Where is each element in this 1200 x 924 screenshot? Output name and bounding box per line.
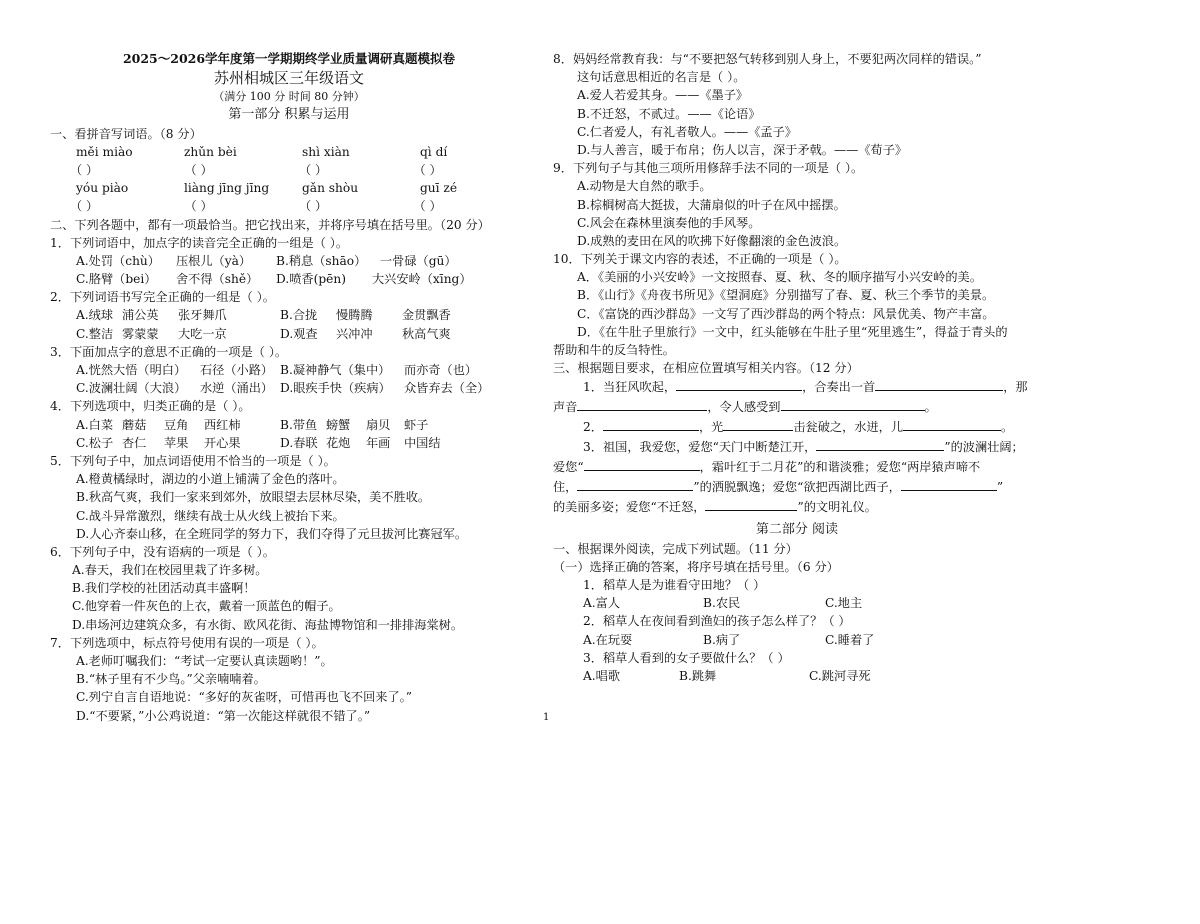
question-5: 5．下列句子中，加点词语使用不恰当的一项是（ ）。 bbox=[50, 453, 336, 468]
pinyin-row-2 bbox=[50, 179, 528, 197]
fill-line-2 bbox=[553, 397, 1041, 417]
option-a: A．《美丽的小兴安岭》一文按照春、夏、秋、冬的顺序描写小兴安岭的美。 bbox=[577, 270, 982, 285]
option-row bbox=[50, 252, 528, 270]
option-text: A.恍然大悟（明白） bbox=[76, 363, 187, 377]
question-8-stem: 这句话意思相近的名言是（ ）。 bbox=[577, 70, 746, 85]
option-text: 苹果 bbox=[164, 435, 189, 450]
fill-text: ”的洒脱飘逸；爱您“欲把西湖比西子， bbox=[693, 480, 901, 495]
fill-blank[interactable] bbox=[816, 437, 944, 451]
exam-note: （满分 100 分 时间 80 分钟） bbox=[213, 90, 365, 104]
option-text: 中国结 bbox=[404, 435, 441, 450]
section1-heading: 一、看拼音写词语。（8 分） bbox=[50, 126, 202, 141]
option-text: D.喷香(pēn) bbox=[276, 272, 346, 287]
option-text: 而亦奇（也） bbox=[404, 363, 478, 377]
reading-heading: 一、根据课外阅读，完成下列试题。（11 分） bbox=[553, 541, 798, 556]
part1-title: 第一部分 积累与运用 bbox=[228, 107, 350, 123]
pinyin: gǎn shòu bbox=[302, 181, 359, 196]
fill-line-1 bbox=[553, 377, 1041, 397]
option-text: C.整洁 bbox=[76, 326, 114, 341]
option-text: D.观查 bbox=[280, 326, 318, 341]
option-text: C.地主 bbox=[825, 596, 863, 611]
fill-blank[interactable] bbox=[875, 377, 1003, 391]
fill-text: 3．祖国，我爱您，爱您“天门中断楚江开， bbox=[583, 440, 817, 455]
option-c: C．《富饶的西沙群岛》一文写了西沙群岛的两个特点：风景优美、物产丰富。 bbox=[577, 306, 995, 321]
fill-blank[interactable] bbox=[577, 397, 707, 411]
option-text: A.在玩耍 bbox=[583, 632, 633, 647]
option-text: 兴冲冲 bbox=[336, 326, 373, 341]
option-a: A.橙黄橘绿时，湖边的小道上铺满了金色的落叶。 bbox=[76, 472, 345, 487]
answer-blank[interactable]: （ ） bbox=[413, 162, 442, 177]
fill-text: ，光 bbox=[698, 420, 724, 435]
option-text: 开心果 bbox=[204, 435, 241, 450]
reading-question-3: 3．稻草人看到的女子要做什么？（ ） bbox=[583, 650, 790, 665]
fill-blank[interactable] bbox=[903, 417, 1001, 431]
left-column bbox=[50, 50, 528, 725]
option-d: D.成熟的麦田在风的吹拂下好像翻滚的金色波浪。 bbox=[577, 233, 847, 248]
answer-blank[interactable]: （ ） bbox=[413, 199, 442, 214]
option-b: B.不迁怒，不贰过。——《论语》 bbox=[577, 106, 761, 121]
pinyin: měi miào bbox=[76, 144, 133, 159]
question-10: 10．下列关于课文内容的表述，不正确的一项是（ ）。 bbox=[553, 252, 847, 267]
fill-blank[interactable] bbox=[603, 417, 699, 431]
answer-blank[interactable]: （ ） bbox=[70, 162, 99, 177]
option-text: 秋高气爽 bbox=[402, 326, 451, 341]
option-text: B.稍息（shāo） bbox=[276, 253, 367, 268]
option-row bbox=[553, 594, 1041, 612]
fill-text: 。 bbox=[1001, 420, 1014, 435]
fill-blank[interactable] bbox=[723, 417, 793, 431]
option-text: 众皆弃去（全） bbox=[404, 381, 490, 396]
option-d: D.“不要紧，”小公鸡说道：“第一次能这样就很不错了。” bbox=[76, 708, 371, 723]
option-text: B.凝神静气（集中） bbox=[280, 363, 391, 377]
section2-heading: 二、下列各题中，都有一项最恰当。把它找出来，并将序号填在括号里。（20 分） bbox=[50, 217, 490, 232]
fill-text: ，合奏出一首 bbox=[802, 380, 876, 395]
question-6: 6．下列句子中，没有语病的一项是（ ）。 bbox=[50, 544, 275, 559]
question-1: 1．下列词语中，加点字的读音完全正确的一组是（ ）。 bbox=[50, 235, 349, 250]
reading-question-2: 2．稻草人在夜间看到渔妇的孩子怎么样了？（ ） bbox=[583, 614, 851, 629]
fill-blank[interactable] bbox=[781, 397, 925, 411]
fill-text: ” bbox=[996, 480, 1004, 495]
option-text: 杏仁 bbox=[122, 435, 147, 450]
option-text: C.松子 bbox=[76, 435, 114, 450]
exam-subtitle: 苏州相城区三年级语文 bbox=[213, 69, 364, 88]
option-text: 豆角 bbox=[164, 417, 189, 432]
option-c: C.列宁自言自语地说：“多好的灰雀呀，可惜再也飞不回来了。” bbox=[76, 690, 413, 705]
option-text: 压根儿（yà） bbox=[176, 253, 252, 268]
fill-blank[interactable] bbox=[584, 457, 700, 471]
option-text: 张牙舞爪 bbox=[178, 308, 227, 323]
fill-text: 击瓮破之，水迸，儿 bbox=[793, 420, 904, 435]
option-row bbox=[50, 361, 528, 379]
question-2: 2．下列词语书写完全正确的一组是（ ）。 bbox=[50, 290, 275, 305]
option-text: A.富人 bbox=[583, 596, 621, 611]
answer-blanks-2 bbox=[50, 197, 528, 215]
option-d: D.串场河边建筑众多，有水街、欧风花街、海盐博物馆和一排排海棠树。 bbox=[72, 617, 464, 632]
option-text: 大吃一京 bbox=[178, 326, 227, 341]
fill-line-3 bbox=[553, 417, 1041, 437]
option-b: B.“林子里有不少鸟。”父亲喃喃着。 bbox=[76, 672, 266, 687]
option-text: 一骨碌（gū） bbox=[380, 253, 457, 268]
option-text: 慢腾腾 bbox=[336, 308, 373, 323]
option-text: A.唱歌 bbox=[583, 668, 621, 683]
option-text: 扇贝 bbox=[366, 417, 391, 432]
pinyin: guī zé bbox=[420, 181, 458, 196]
option-d: D．《在牛肚子里旅行》一文中，红头能够在牛肚子里“死里逃生”，得益于青头的 bbox=[577, 324, 1008, 339]
fill-text: 的美丽多姿；爱您“不迁怒， bbox=[553, 500, 706, 515]
pinyin: qì dí bbox=[420, 144, 448, 159]
option-a: A.动物是大自然的歌手。 bbox=[577, 179, 712, 194]
option-d: D.人心齐泰山移，在全班同学的努力下，我们夺得了元旦拔河比赛冠军。 bbox=[76, 526, 468, 541]
option-a: A.爱人若爱其身。——《墨子》 bbox=[577, 88, 749, 103]
option-text: 蘑菇 bbox=[122, 417, 147, 432]
fill-blank[interactable] bbox=[901, 477, 997, 491]
option-b: B．《山行》《舟夜书所见》《望洞庭》分别描写了春、夏、秋三个季节的美景。 bbox=[577, 288, 995, 303]
option-a: A.老师叮嘱我们：“考试一定要认真读题哟！”。 bbox=[76, 654, 333, 668]
fill-text: 住， bbox=[553, 480, 578, 495]
option-text: B.病了 bbox=[703, 632, 741, 647]
option-row bbox=[50, 306, 528, 324]
option-row bbox=[553, 631, 1041, 649]
question-3: 3．下面加点字的意思不正确的一项是（ ）。 bbox=[50, 344, 288, 359]
page-number: 1 bbox=[543, 712, 550, 723]
exam-title: 2025～2026学年度第一学期期终学业质量调研真题模拟卷 bbox=[122, 51, 456, 66]
option-text: B.带鱼 bbox=[280, 417, 318, 432]
option-text: 花炮 bbox=[326, 435, 351, 450]
pinyin-row-1 bbox=[50, 143, 528, 161]
fill-text: ”的文明礼仪。 bbox=[797, 500, 877, 515]
question-9: 9．下列句子与其他三项所用修辞手法不同的一项是（ ）。 bbox=[553, 161, 864, 176]
option-text: 大兴安岭（xīng） bbox=[372, 272, 472, 287]
option-row bbox=[553, 667, 1041, 685]
part2-title: 第二部分 阅读 bbox=[755, 522, 839, 538]
option-text: 金贯飘香 bbox=[402, 308, 451, 323]
answer-blank[interactable]: （ ） bbox=[70, 199, 99, 214]
option-text: 年画 bbox=[366, 435, 391, 450]
option-row bbox=[50, 416, 528, 434]
answer-blanks-1 bbox=[50, 161, 528, 179]
fill-text: 爱您“ bbox=[553, 460, 584, 475]
option-c: C.仁者爱人，有礼者敬人。——《孟子》 bbox=[577, 124, 797, 139]
option-row bbox=[50, 434, 528, 452]
pinyin: zhǔn bèi bbox=[184, 144, 237, 159]
option-text: C.胳臂（bei） bbox=[76, 272, 157, 287]
option-text: 虾子 bbox=[404, 417, 429, 432]
option-text: A.绒球 bbox=[76, 308, 114, 323]
fill-blank[interactable] bbox=[676, 377, 802, 391]
option-c: C.他穿着一件灰色的上衣，戴着一顶蓝色的帽子。 bbox=[72, 599, 341, 614]
fill-line-4 bbox=[553, 437, 1041, 457]
option-text: 西红柿 bbox=[204, 417, 241, 432]
option-text: 石径（小路） bbox=[200, 363, 274, 377]
option-b: B.我们学校的社团活动真丰盛啊！ bbox=[72, 581, 256, 596]
option-text: D.眼疾手快（疾病） bbox=[280, 381, 391, 396]
option-text: A.处罚（chù） bbox=[76, 253, 160, 268]
answer-blank[interactable]: （ ） bbox=[299, 199, 328, 214]
right-column bbox=[553, 50, 1041, 685]
fill-text: ”的波澜壮阔； bbox=[944, 440, 1024, 455]
reading-question-1: 1．稻草人是为谁看守田地？（ ） bbox=[583, 577, 766, 592]
option-row bbox=[50, 379, 528, 397]
pinyin: shì xiàn bbox=[302, 144, 350, 159]
answer-blank[interactable]: （ ） bbox=[299, 162, 328, 177]
answer-blank[interactable]: （ ） bbox=[184, 162, 213, 177]
fill-text: ，令人感受到 bbox=[707, 400, 781, 415]
option-text: C.波澜壮阔（大浪） bbox=[76, 381, 187, 396]
option-text: 舍不得（shě） bbox=[176, 272, 259, 287]
fill-text: ，霜叶红于二月花”的和谐淡雅；爱您“两岸猿声啼不 bbox=[699, 460, 981, 475]
option-text: C.跳河寻死 bbox=[809, 668, 871, 683]
pinyin: yóu piào bbox=[76, 181, 129, 196]
option-d-continued: 帮助和牛的反刍特性。 bbox=[553, 343, 675, 357]
question-8: 8．妈妈经常教育我：与“不要把怒气转移到别人身上，不要犯两次同样的错误。” bbox=[553, 52, 982, 66]
reading-subheading: （一）选择正确的答案，将序号填在括号里。（6 分） bbox=[553, 559, 839, 574]
option-text: B.合拢 bbox=[280, 308, 318, 323]
option-b: B.秋高气爽，我们一家来到郊外，放眼望去层林尽染，美不胜收。 bbox=[76, 490, 431, 505]
fill-line-7 bbox=[553, 497, 1041, 517]
option-text: B.农民 bbox=[703, 596, 741, 611]
option-c: C.风会在森林里演奏他的手风琴。 bbox=[577, 215, 761, 230]
option-text: C.睡着了 bbox=[825, 632, 875, 647]
option-c: C.战斗异常激烈，继续有战士从火线上被抬下来。 bbox=[76, 508, 345, 523]
option-text: A.白菜 bbox=[76, 417, 114, 432]
fill-blank[interactable] bbox=[577, 477, 693, 491]
fill-blank[interactable] bbox=[705, 497, 797, 511]
question-4: 4．下列选项中，归类正确的是（ ）。 bbox=[50, 399, 251, 414]
fill-text: 1．当狂风吹起， bbox=[583, 380, 677, 395]
answer-blank[interactable]: （ ） bbox=[184, 199, 213, 214]
option-a: A.春天，我们在校园里栽了许多树。 bbox=[72, 563, 268, 578]
option-text: 水逆（涌出） bbox=[200, 381, 274, 396]
option-row bbox=[50, 270, 528, 288]
fill-text: 。 bbox=[924, 400, 937, 415]
fill-text: 声音 bbox=[553, 400, 578, 415]
option-text: 螃蟹 bbox=[326, 417, 351, 432]
option-text: D.春联 bbox=[280, 435, 318, 450]
option-d: D.与人善言，暖于布帛；伤人以言，深于矛戟。——《荀子》 bbox=[577, 142, 908, 157]
fill-text: ，那 bbox=[1003, 380, 1028, 395]
fill-line-5 bbox=[553, 457, 1041, 477]
question-7: 7．下列选项中，标点符号使用有误的一项是（ ）。 bbox=[50, 635, 324, 650]
fill-line-6 bbox=[553, 477, 1041, 497]
option-text: 浦公英 bbox=[122, 308, 159, 323]
option-text: 雾蒙蒙 bbox=[122, 326, 159, 341]
pinyin: liàng jīng jīng bbox=[184, 181, 270, 196]
fill-text: 2． bbox=[583, 420, 603, 435]
option-row bbox=[50, 325, 528, 343]
option-text: B.跳舞 bbox=[679, 668, 717, 683]
section3-heading: 三、根据题目要求，在相应位置填写相关内容。（12 分） bbox=[553, 361, 859, 376]
option-b: B.棕榈树高大挺拔，大蒲扇似的叶子在风中摇摆。 bbox=[577, 197, 846, 212]
